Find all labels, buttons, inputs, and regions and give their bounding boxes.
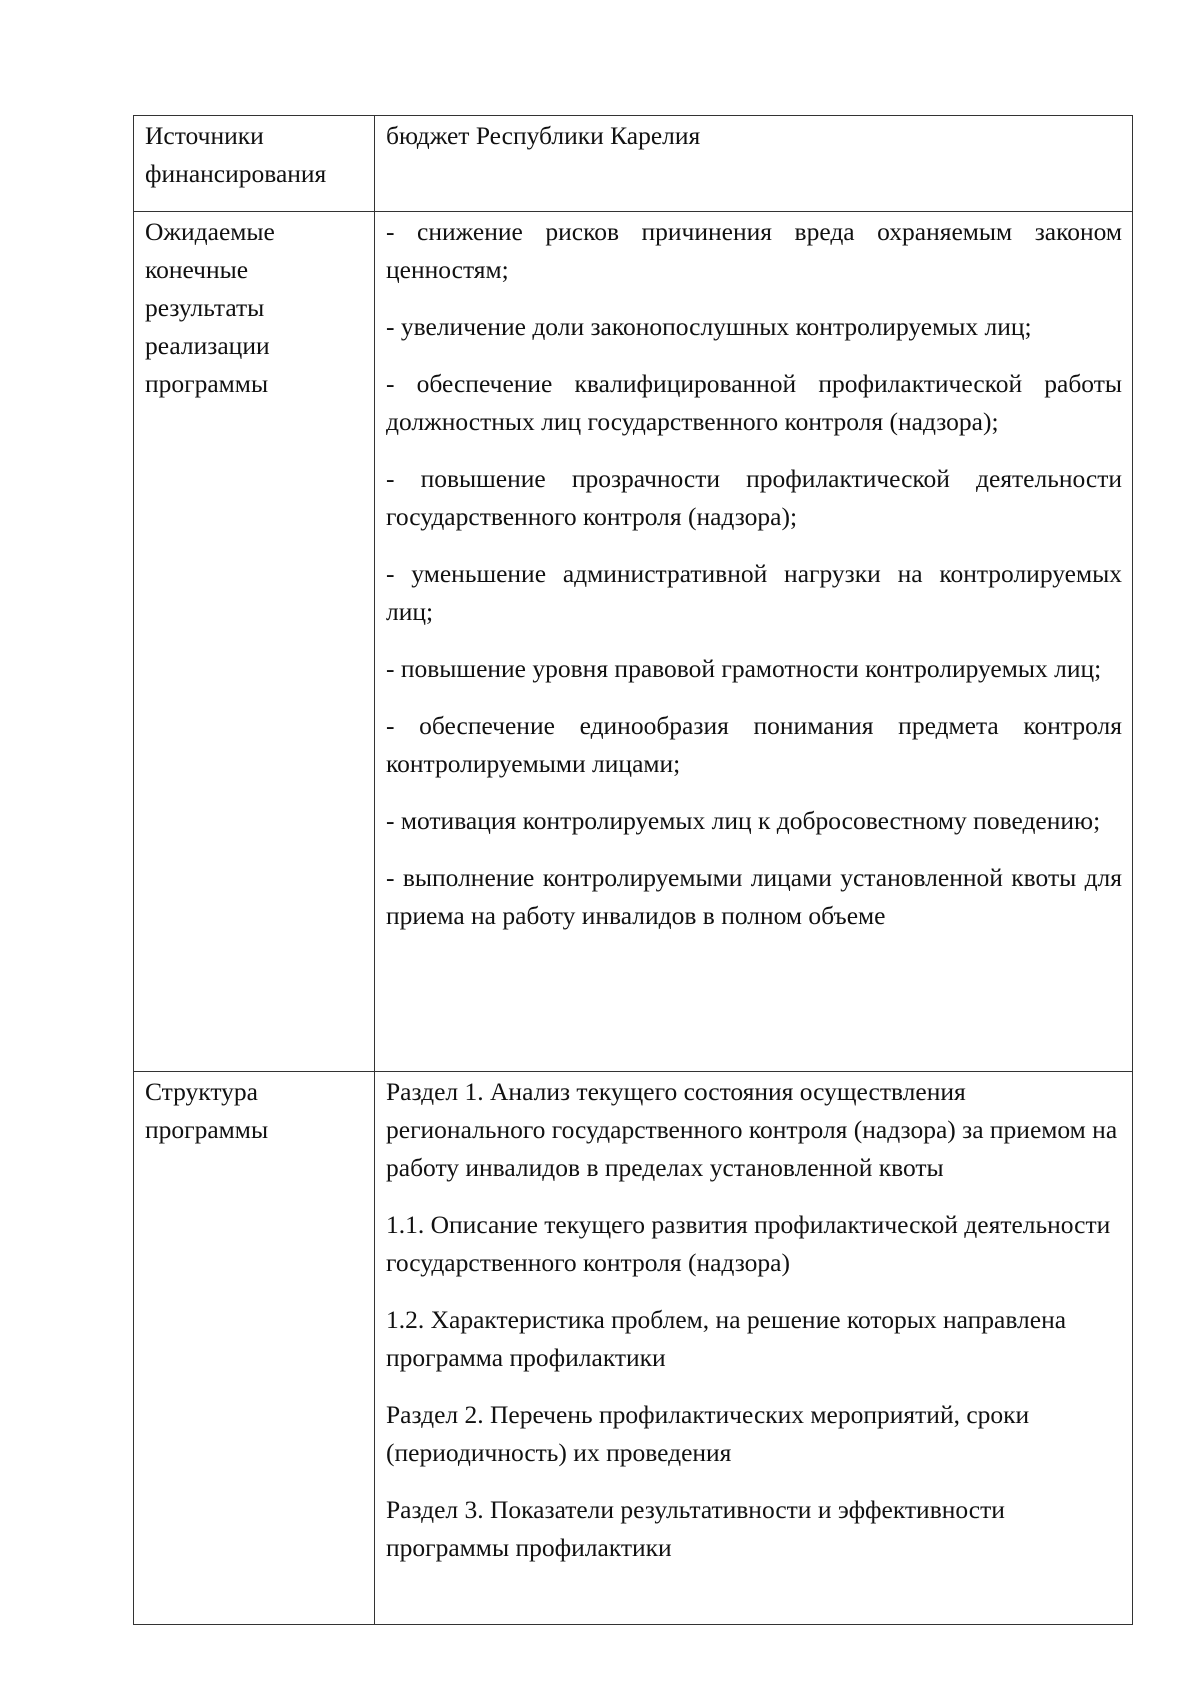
value-paragraph: бюджет Республики Карелия	[386, 121, 701, 150]
row-label: Ожидаемые конечные результаты реализации программы	[145, 217, 275, 398]
structure-item: Раздел 3. Показатели результативности и эффективности программы профилактики	[386, 1495, 1005, 1562]
row-label-cell	[134, 212, 375, 1072]
list-item: - увеличение доли законопослушных контролируемых лиц;	[386, 312, 1032, 341]
list-item: - повышение уровня правовой грамотности контролируемых лиц;	[386, 654, 1102, 683]
table-row-expected-results	[134, 212, 1133, 1072]
list-item: - обеспечение единообразия понимания предмета контроля контролируемыми лицами;	[386, 711, 1122, 778]
list-item: - выполнение контролируемыми лицами установленной квоты для приема на работу инвалидов в полном объеме	[386, 863, 1122, 930]
row-label-cell	[134, 1072, 375, 1625]
list-item: - мотивация контролируемых лиц к добросовестному поведению;	[386, 806, 1101, 835]
structure-item: Раздел 1. Анализ текущего состояния осуществления регионального государственного контроля (надзора) за приемом на работу инвалидов в пределах установленной квоты	[386, 1077, 1118, 1182]
row-value-cell	[375, 116, 1133, 212]
program-passport-table	[133, 115, 1133, 1625]
structure-item: Раздел 2. Перечень профилактических мероприятий, сроки (периодичность) их проведения	[386, 1400, 1030, 1467]
structure-item: 1.1. Описание текущего развития профилактической деятельности государственного контроля (надзора)	[386, 1210, 1111, 1277]
structure-item: 1.2. Характеристика проблем, на решение которых направлена программа профилактики	[386, 1305, 1067, 1372]
table-row-program-structure	[134, 1072, 1133, 1625]
row-value-cell	[375, 212, 1133, 1072]
list-item: - повышение прозрачности профилактической деятельности государственного контроля (надзора);	[386, 464, 1122, 531]
list-item: - снижение рисков причинения вреда охраняемым законом ценностям;	[386, 217, 1122, 284]
row-label-cell	[134, 116, 375, 212]
table-row-funding-sources	[134, 116, 1133, 212]
list-item: - уменьшение административной нагрузки на контролируемых лиц;	[386, 559, 1122, 626]
row-label: Источники финансирования	[145, 121, 327, 188]
row-value-cell	[375, 1072, 1133, 1625]
row-label: Структура программы	[145, 1077, 269, 1144]
list-item: - обеспечение квалифицированной профилактической работы должностных лиц государственного контроля (надзора);	[386, 369, 1122, 436]
